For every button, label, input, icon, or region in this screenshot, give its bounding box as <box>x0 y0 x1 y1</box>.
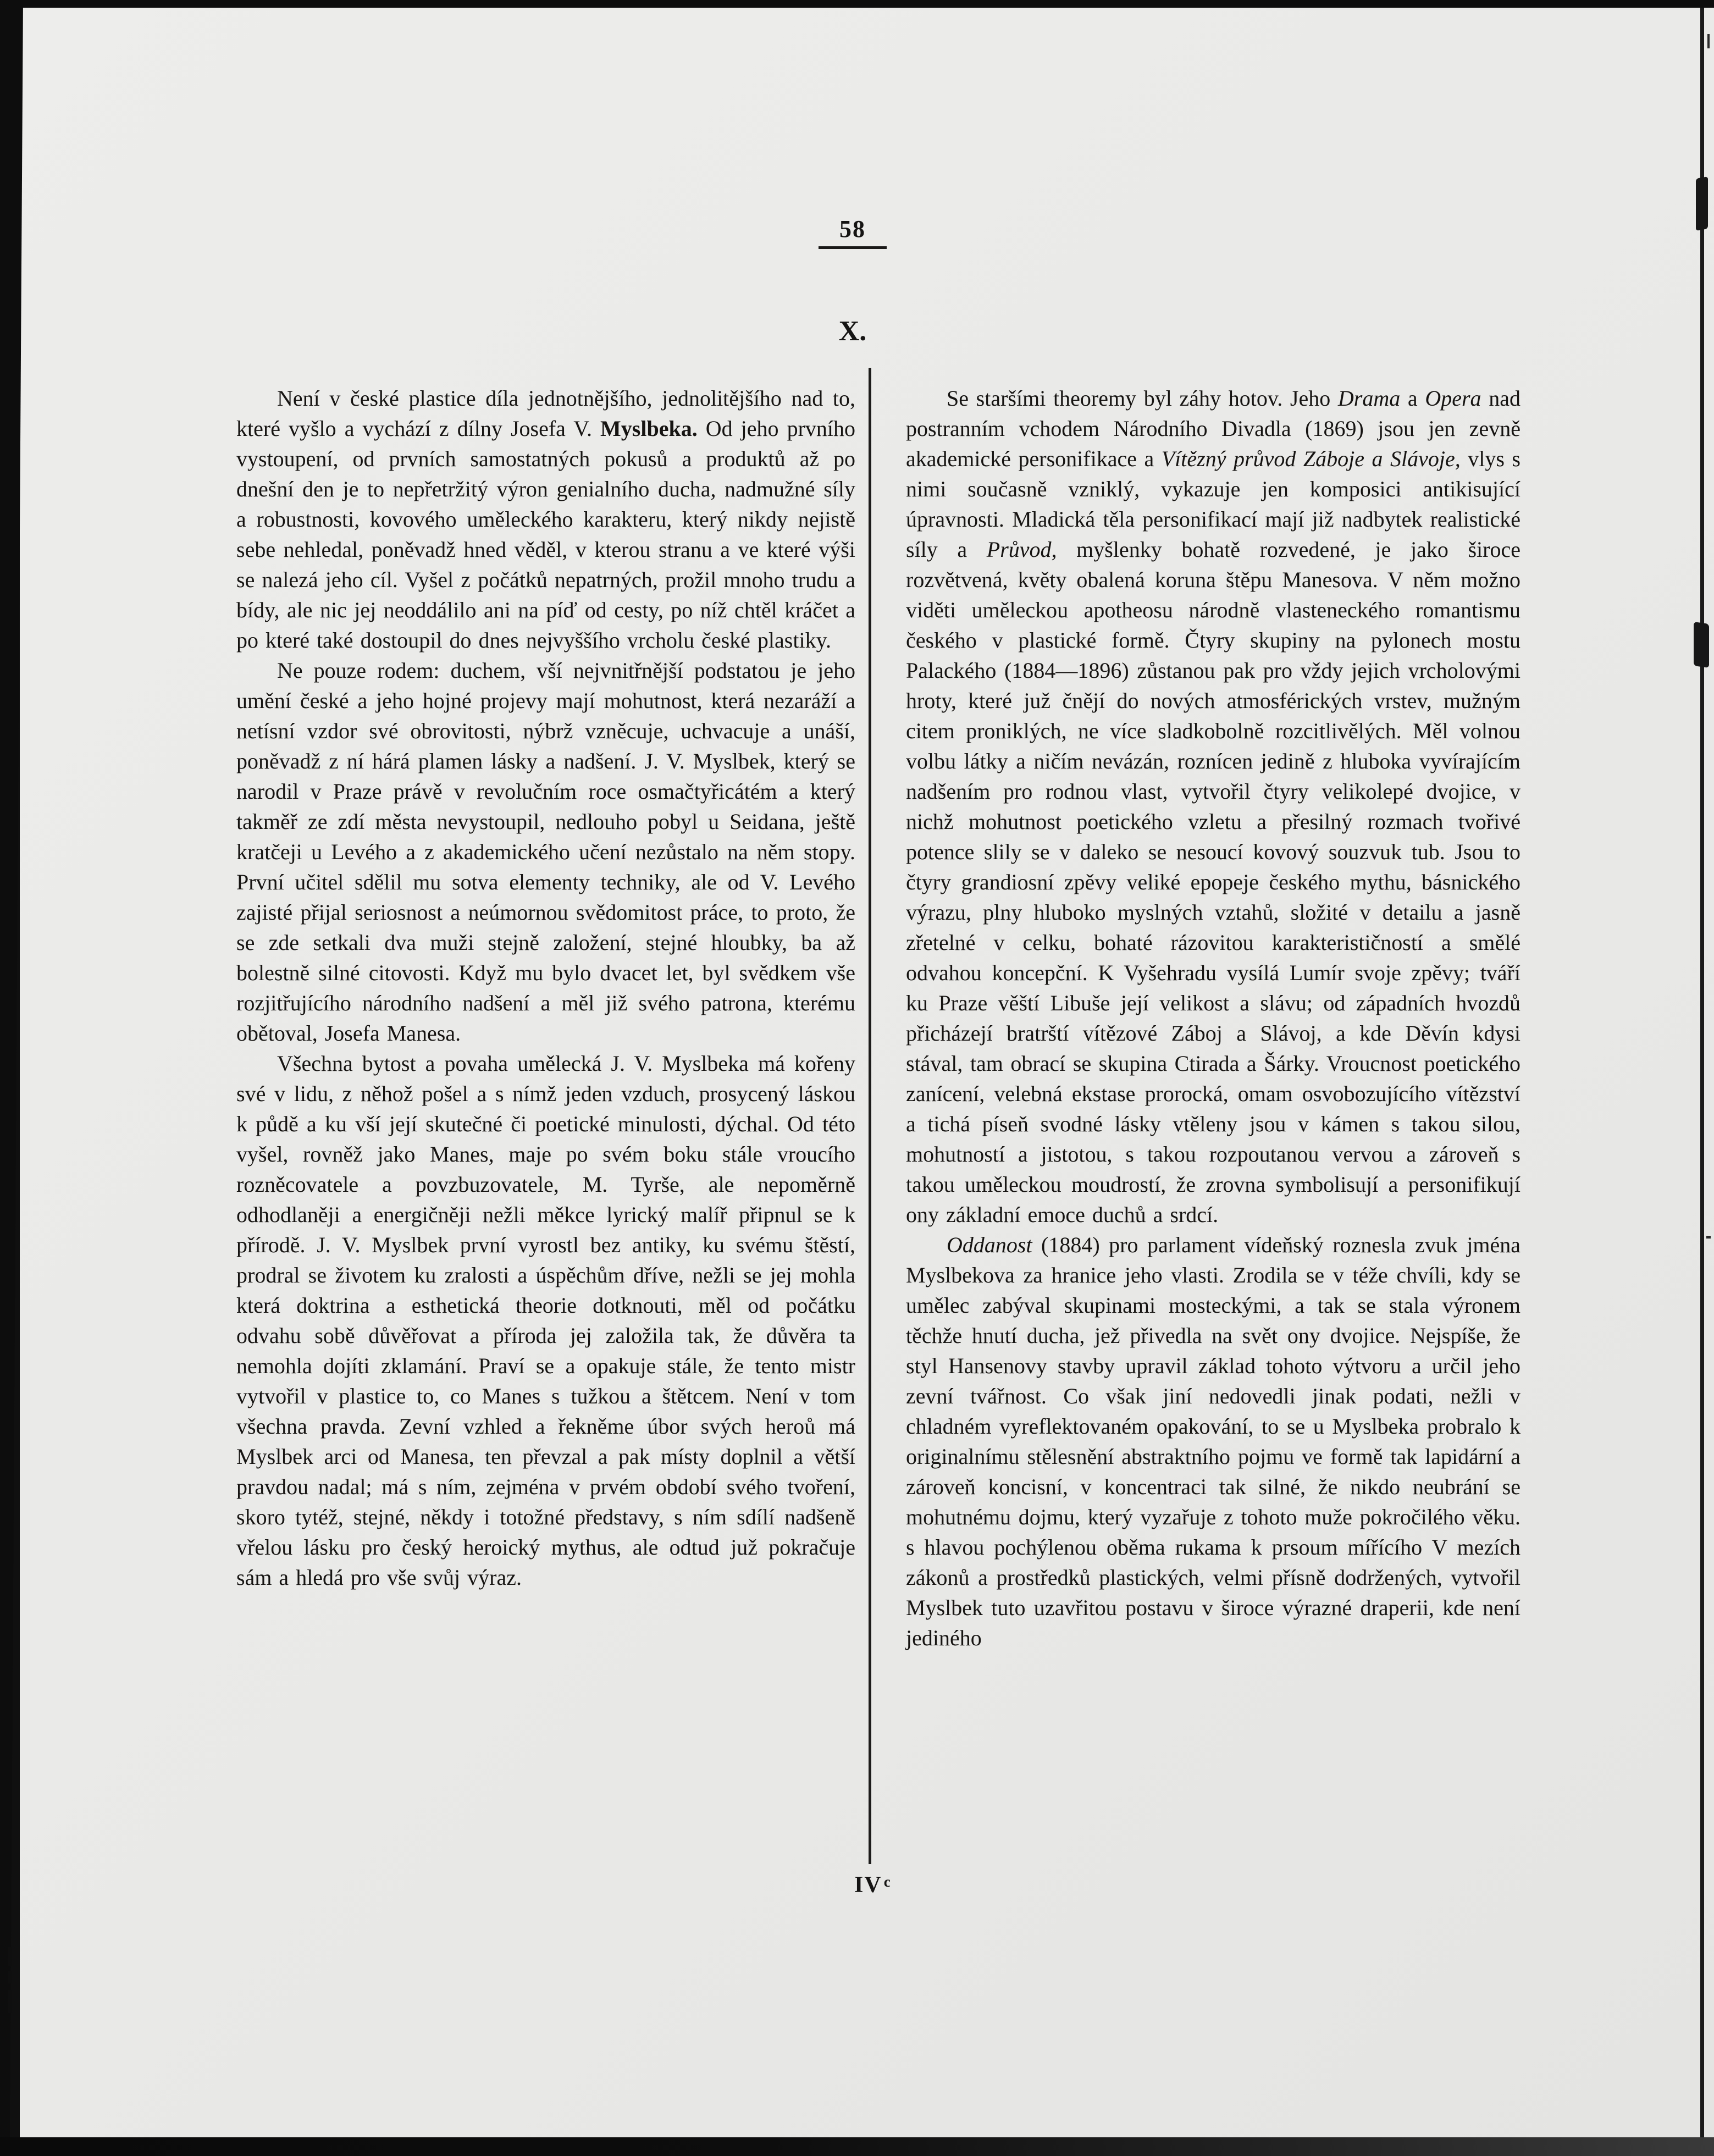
text-run: Všechna bytost a povaha umělecká J. V. Myslbeka má kořeny své v lidu, z něhož pošel a s nímž jeden vzduch, prosycený láskou k půdě a ku vší její skutečné či poetické minulosti, dýchal. Od této vyšel, rovněž jako Manes, maje po svém boku stále vroucího rozněcovatele a povzbuzovatele, M. Tyrše, ale nepoměrně odhodlaněji a energičněji nežli měkce lyrický malíř připnul se k přírodě. J. V. Myslbek první vyrostl bez antiky, ku svému štěstí, prodral se životem ku zralosti a úspěchům dříve, nežli se jej mohla která doktrina a esthetická theorie dotknouti, měl od počátku odvahu sobě důvěřovat a příroda jej založila tak, že důvěra ta nemohla dojíti zklamání. Praví se a opakuje stále, že tento mistr vytvořil v plastice to, co Manes s tužkou a štětcem. Není v tom všechna pravda. Zevní vzhled a řekněme úbor svých heroů má Myslbek arci od Manesa, ten převzal a pak místy doplnil a větší pravdou nadal; má s ním, zejména v prvém období svého tvoření, skoro tytéž, stejné, někdy i totožné představy, s ním sdílí nadšeně vřelou lásku pro český heroický mythus, ale odtud juž pokračuje sám a hledá pro vše svůj výraz. <box>236 1051 855 1590</box>
text-run: vlys s nimi současně vzniklý, vykazuje jen komposici antikisující úpravnosti. Mladická těla personifikací mají již nadbytek realistické síly a <box>906 446 1521 562</box>
text-run: a <box>1400 386 1425 411</box>
signature-mark <box>854 1872 891 1898</box>
signature-mark-main: IV <box>854 1872 882 1898</box>
text-run: Vítězný průvod Záboje a Slávoje, <box>1161 446 1461 471</box>
paragraph <box>906 1230 1521 1653</box>
scan-edge-top <box>0 0 1714 8</box>
scan-artifact <box>8 1971 12 1983</box>
page-number: 58 <box>839 215 866 242</box>
text-run: Ne pouze rodem: duchem, vší nejvnitřnější podstatou je jeho umění české a jeho hojné projevy mají mohutnost, která nezaráží a netísní vzdor své obrovitosti, nýbrž vzněcuje, uchvacuje a unáší, poněvadž z ní hárá plamen lásky a nadšení. J. V. Myslbek, který se narodil v Praze právě v revolučním roce osmačtyřicátém a který takměř ze zdí města nevystoupil, nedlouho pobyl u Seidana, ještě kratčeji u Levého a z akademického učení nezůstalo na něm stopy. První učitel sdělil mu sotva elementy techniky, ale od V. Levého zajisté přijal seriosnost a neúmornou svědomitost práce, to proto, že se zde setkali dva muži stejně založení, stejné hloubky, ba až bolestně silné citovosti. Když mu bylo dvacet let, byl svědkem vše rozjitřujícího národního nadšení a měl již svého patrona, kterému obětoval, Josefa Manesa. <box>236 658 855 1046</box>
paragraph <box>906 383 1521 1230</box>
right-text-column <box>906 383 1521 1653</box>
signature-mark-sup: c <box>883 1873 891 1890</box>
scan-artifact <box>8 1990 12 2013</box>
paragraph <box>236 1048 855 1593</box>
text-run: Se staršími theoremy byl záhy hotov. Jeho <box>947 386 1338 411</box>
scan-edge-bottom <box>0 2137 1714 2156</box>
page <box>20 7 1714 2138</box>
chapter-heading: X. <box>838 316 867 347</box>
text-run: Od jeho prvního vystoupení, od prvních samostatných pokusů a produktů až po dnešní den je to nepřetržitý výron genialního ducha, nadmužné síly a robustnosti, kovového uměleckého karakteru, který nikdy nejistě sebe nehledal, poněvadž hned věděl, v kterou stranu a ve které výši se nalezá jeho cíl. Vyšel z počátků nepatrných, prožil mnoho trudu a bídy, ale nic jej neoddálilo ani na píď od cesty, po níž chtěl kráčet a po které také dostoupil do dnes nejvyššího vrcholu české plastiky. <box>236 416 856 653</box>
paragraph <box>236 383 855 655</box>
text-run: myšlenky bohatě rozvedené, je jako široce rozvětvená, květy obalená koruna štěpu Manesova. V něm možno viděti uměleckou apotheosu národně vlasteneckého romantismu českého v plastické formě. Čtyry skupiny na pylonech mostu Palackého (1884—1896) zůstanou pak pro vždy jejich vrcholovými hroty, které juž čnějí do nových atmosférických vrstev, mužným citem proniklých, ne více sladkobolně rozcitlivělých. Měl volnou volbu látky a ničím nevázán, roznícen jedině z hluboka vyvírajícím nadšením pro rodnou vlast, vytvořil čtyry velikolepé dvojice, v nichž mohutnost poetického vzletu a přesilný rozmach tvořivé potence slily se v daleko se nesoucí kovový souzvuk tub. Jsou to čtyry grandiosní zpěvy veliké epopeje českého mythu, básnického výrazu, plny hluboko myslných vztahů, složité v detailu a jasně zřetelné v celku, bohaté rázovitou karakterističností a smělé odvahou koncepční. K Vyšehradu vysílá Lumír svoje zpěvy; tváří ku Praze věští Libuše její velikost a slávu; od západních hvozdů přicházejí bratrští vítězové Záboj a Slávoj, a kde Děvín kdysi stával, tam obrací se skupina Ctirada a Šárky. Vroucnost poetického zanícení, velebná ekstase prorocká, omam osvobozujícího vítězství a tichá píseň svodné lásky vtěleny jsou v kámen s takou silou, mohutností a jistotou, s takou rozpoutanou vervou a zároveň s takou uměleckou moudrostí, že zrovna symbolisují a personifikují ony základní emoce duchů a srdcí. <box>906 537 1521 1227</box>
scan-artifact <box>1706 1236 1711 1239</box>
text-run: Průvod, <box>986 537 1057 562</box>
scan-artifact <box>8 1947 12 1966</box>
page-crease-shadow <box>1700 7 1704 2138</box>
column-divider-rule <box>869 368 871 1864</box>
text-run: (1884) pro parlament vídeňský roznesla zvuk jména Myslbekova za hranice jeho vlasti. Zrodila se v téže chvíli, kdy se umělec zabýval skupinami mosteckými, a tak se stala výronem těchže hnutí ducha, jež přivedla na svět ony dvojice. Nejspíše, že styl Hansenovy stavby upravil základ tohoto výtvoru a určil jeho zevní tvářnost. Co však jiní nedovedli jinak podati, nežli v chladném vyreflektovaném opakování, to se u Myslbeka probralo k originalnímu stělesnění abstraktního pojmu ve formě tak lapidární a zároveň koncisní, v koncentraci tak silné, že nikdo neubrání se mohutnému dojmu, který vyzařuje z tohoto muže pokročilého věku. s hlavou pochýlenou oběma rukama k prsoum mířícího V mezích zákonů a prostředků plastických, velmi přísně dodržených, vytvořil Myslbek tuto uzavřitou postavu v široce výrazné draperii, kde není jediného <box>906 1232 1521 1650</box>
text-run: Drama <box>1337 386 1401 411</box>
text-run: Myslbeka. <box>600 416 698 441</box>
page-number-rule <box>819 246 887 249</box>
scan-artifact <box>1707 34 1710 48</box>
left-text-column <box>236 383 855 1593</box>
text-run: Opera <box>1425 386 1481 411</box>
paragraph <box>236 655 855 1048</box>
page-header <box>798 215 908 249</box>
text-run: Oddanost <box>947 1232 1032 1257</box>
text-run: Není v české plastice díla jednotnějšího, jednolitějšího nad to, které vyšlo a vychází z dílny Josefa V. <box>236 386 855 441</box>
text-run: nad postranním vchodem Národního Divadla (1869) jsou jen zevně akademické personifikace a <box>906 386 1521 471</box>
